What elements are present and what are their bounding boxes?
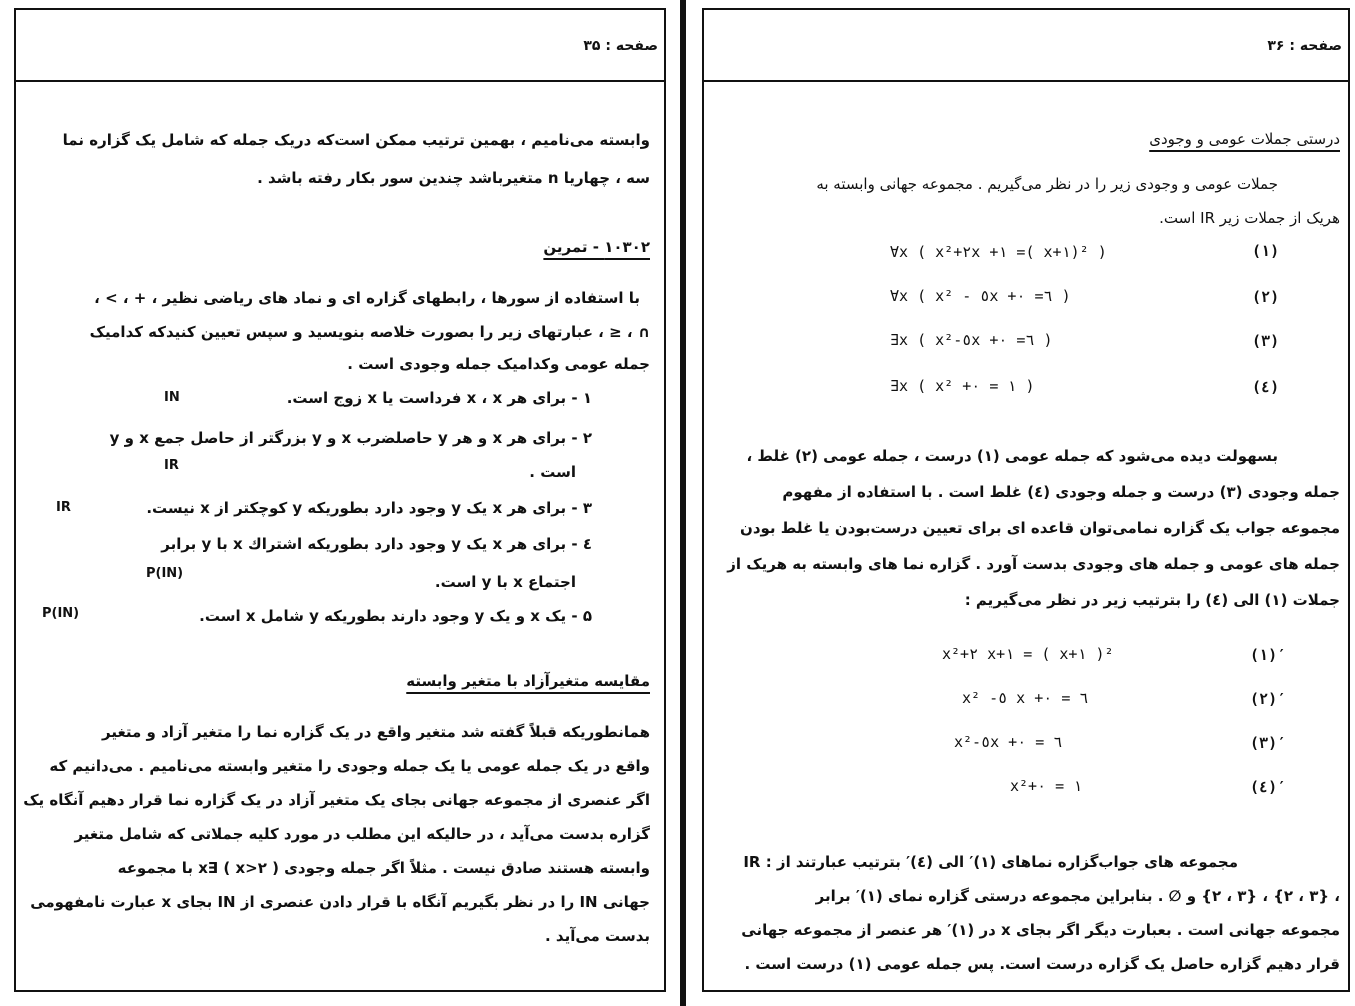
right-para3-line: قرار دهیم گزاره حاصل یک گزاره درست است. پس جمله عومی (١) درست است . xyxy=(744,955,1340,973)
item2-set-label: IR xyxy=(164,458,179,473)
right-para1-line: جملات عومی و وجودی زیر را در نظر می‌گیریم . مجموعه جهانی وابسته به xyxy=(816,175,1278,193)
equation-1: ∀x ( x²+٢x +١ =( x+١)² ) xyxy=(890,243,1107,261)
equation-2: ∀x ( x² - ٥x +٦= ٠ ) xyxy=(890,287,1071,305)
page-gutter xyxy=(680,0,686,1006)
right-page-header xyxy=(704,10,1348,82)
right-para2-line: جمله های عومی و جمله های وجودی بدست آورد . گزاره نما های وابسته به هریک از xyxy=(727,555,1340,573)
right-heading: درستی جملات عومی و وجودی xyxy=(1149,130,1340,148)
item3-set-label: IR xyxy=(56,500,71,515)
left-para2-line: واقع در یک جمله عومی یا یک جمله وجودی را متغیر وابسته می‌نامیم . می‌دانیم که xyxy=(49,757,650,775)
open-sentence-4-tag: (٤)′ xyxy=(1250,778,1287,796)
right-para2-line: بسهولت دیده می‌شود که جمله عومی (١) درست ، جمله عومی (٢) غلط ، xyxy=(746,447,1278,465)
left-para1-line: وابسته می‌نامیم ، بهمین ترتیب ممکن است‌که دریک جمله که شامل یک گزاره نما xyxy=(62,131,650,149)
open-sentence-4: x²+١ = ٠ xyxy=(1010,777,1083,795)
equation-1-tag: (١) xyxy=(1252,242,1280,260)
equation-4: ∃x ( x² +١ = ٠ ) xyxy=(890,377,1035,395)
left-page-number: صفحه : ۳۵ xyxy=(583,38,658,54)
right-para3-line: مجموعه های جواب‌گزاره نماهای (١)′ الی (٤)′ بترتیب عبارتند از : IR xyxy=(743,853,1238,871)
left-page-header xyxy=(16,10,664,82)
right-page-number: صفحه : ۳۶ xyxy=(1267,38,1342,54)
right-para3-line: ، {٣ ، ٢} ، {٣ ، ٢} و ∅ . بنابراین مجموعه درستی گزاره نمای (١)′ برابر xyxy=(815,887,1340,905)
exercise-intro-line: با استفاده از سورها ، رابطهای گزاره ای و نماد های ریاضی نظیر ، + ، > ، xyxy=(94,289,640,307)
compare-heading: مقایسه متغیرآزاد با متغیر وابسته xyxy=(406,672,650,690)
left-para1-line: سه ، چهاریا n متغیرباشد چندین سور بکار رفته باشد . xyxy=(257,169,650,187)
left-para2-line: گزاره بدست می‌آید ، در حالیکه این مطلب در مورد کلیه جملاتی که شامل متغیر xyxy=(74,825,650,843)
exercise-intro-line: ∩ ، ≤ ، عبارتهای زیر را بصورت خلاصه بنویسید و سپس تعیین کنیدکه کدامیک xyxy=(89,323,650,341)
left-para2-line: جهانی IN را در نظر بگیریم آنگاه با قرار دادن عنصری از IN بجای x عبارت نامفهومی xyxy=(30,893,650,911)
left-para2-line: اگر عنصری از مجموعه جهانی بجای یک متغیر آزاد در یک گزاره نما قرار دهیم آنگاه یک xyxy=(23,791,650,809)
right-para2-line: جملات (١) الی (٤) را بترتیب زیر در نظر می‌گیریم : xyxy=(964,591,1340,609)
exercise-item-5: ۵ - یک x و یک y وجود دارند بطوریکه y شامل x است. xyxy=(199,607,592,625)
open-sentence-3-tag: (٣)′ xyxy=(1250,734,1287,752)
exercise-item-4-cont: اجتماع x با y است. xyxy=(434,573,576,591)
exercise-heading: ۱۰۳۰۲ - تمرین xyxy=(543,238,650,256)
right-para2-line: مجموعه جواب یک گزاره نمامی‌توان قاعده ای برای تعیین درست‌بودن یا غلط بودن xyxy=(740,519,1340,537)
exercise-item-2: ۲ - برای هر x و هر y حاصلضرب x و y بزرگتر از حاصل جمع x و y xyxy=(109,429,592,447)
equation-2-tag: (٢) xyxy=(1252,288,1280,306)
exercise-item-4: ٤ - برای هر x یک y وجود دارد بطوریکه اشتراك x با y برابر xyxy=(161,535,592,553)
left-para2-line: همانطوریکه قبلاً گفته شد متغیر واقع در یک گزاره نما را متغیر آزاد و متغیر xyxy=(102,723,650,741)
equation-3: ∃x ( x²-٥x +٦= ٠ ) xyxy=(890,331,1053,349)
left-page xyxy=(14,8,666,992)
item1-set-label: IN xyxy=(164,390,180,405)
left-para2-line: بدست می‌آید . xyxy=(545,927,650,945)
right-para2-line: جمله وجودی (٣) درست و جمله وجودی (٤) غلط است . با استفاده از مفهوم xyxy=(782,483,1340,501)
open-sentence-1: x²+٢ x+١ = ( x+١ )² xyxy=(942,645,1114,663)
open-sentence-2: x² -٥ x +٦ = ٠ xyxy=(962,689,1089,707)
open-sentence-1-tag: (١)′ xyxy=(1250,646,1287,664)
left-para2-line: وابسته هستند صادق نیست . مثلاً اگر جمله وجودی ( x>۲ ) ∃x با مجموعه xyxy=(117,859,650,877)
right-para1-line: هریک از جملات زیر IR است. xyxy=(1159,209,1340,227)
exercise-item-2-cont: است . xyxy=(529,463,576,481)
exercise-item-3: ۳ - برای هر x یک y وجود دارد بطوریکه y کوچکتر از x نیست. xyxy=(146,499,592,517)
equation-3-tag: (٣) xyxy=(1252,332,1280,350)
right-page xyxy=(702,8,1350,992)
item5-set-label: P(IN) xyxy=(42,606,80,621)
open-sentence-3: x²-٥x +٦ = ٠ xyxy=(954,733,1063,751)
right-para3-line: مجموعه جهانی است . بعبارت دیگر اگر بجای x در (١)′ هر عنصر از مجموعه جهانی xyxy=(741,921,1340,939)
exercise-item-1: ۱ - برای هر x ، x فرداست یا x زوج است. xyxy=(286,389,592,407)
equation-4-tag: (٤) xyxy=(1252,378,1280,396)
exercise-intro-line: جمله عومی وکدامیک جمله وجودی است . xyxy=(347,355,650,373)
open-sentence-2-tag: (٢)′ xyxy=(1250,690,1287,708)
item4-set-label: P(IN) xyxy=(146,566,184,581)
